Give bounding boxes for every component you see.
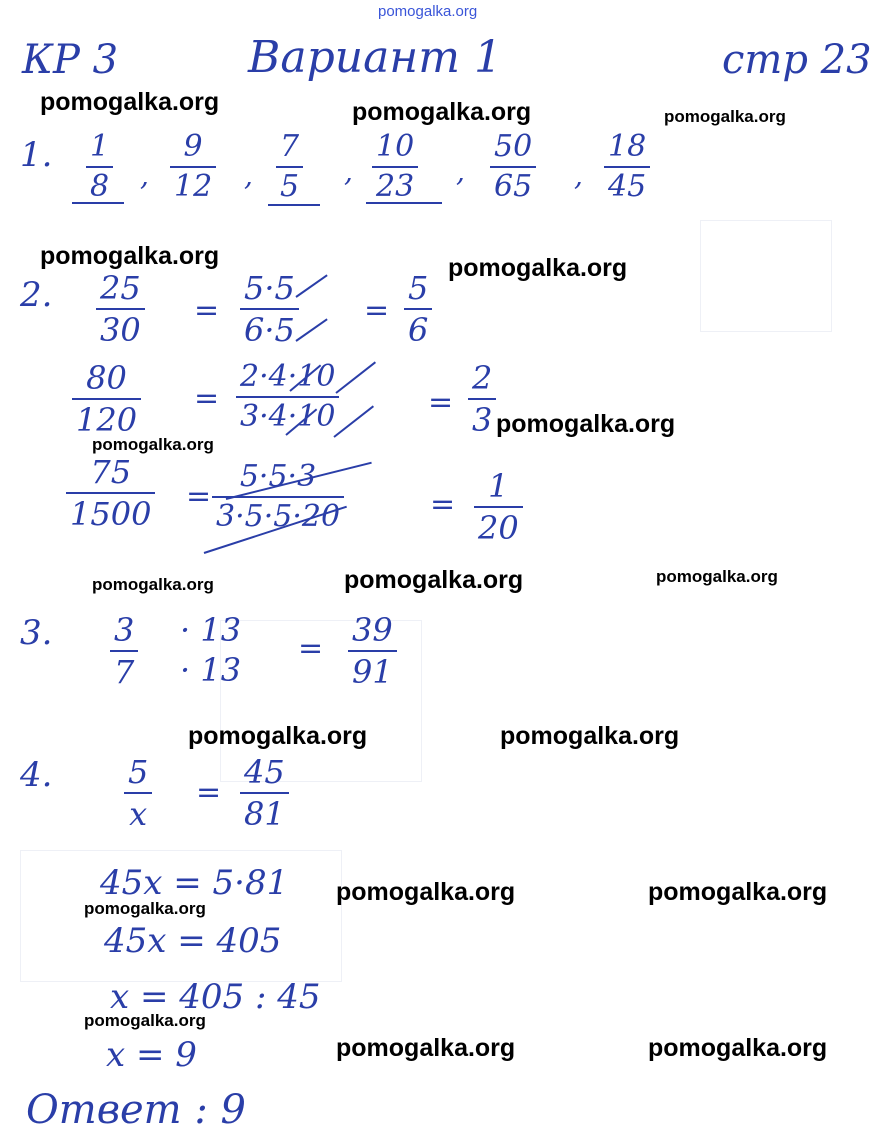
watermark: pomogalka.org (336, 878, 516, 906)
equals-sign: = (186, 479, 212, 514)
fraction-numerator: 39 (352, 611, 393, 649)
fraction-denominator: 3·4·10 (240, 399, 336, 434)
fraction-denominator: 20 (478, 509, 519, 547)
task3-fraction-1 (110, 611, 138, 691)
task2-number: 2. (20, 275, 53, 315)
watermark: pomogalka.org (648, 878, 828, 906)
fraction-numerator: 9 (183, 129, 203, 164)
fraction-bar (604, 166, 650, 168)
task1-fraction-6 (604, 129, 650, 204)
task1-fraction-5 (490, 129, 536, 204)
fraction-bar (72, 398, 141, 400)
task4-step-3: x = 405 : 45 (110, 977, 321, 1017)
equals-sign: = (194, 381, 220, 416)
task3-number: 3. (20, 613, 53, 653)
task2-row1-fraction-2 (240, 269, 299, 349)
fraction-bar (240, 792, 289, 794)
task4-number: 4. (20, 755, 53, 795)
fraction-numerator: 80 (86, 359, 127, 397)
fraction-numerator: 18 (608, 129, 647, 164)
fraction-bar (372, 166, 418, 168)
watermark: pomogalka.org (448, 254, 628, 282)
fraction-denominator: 45 (608, 169, 647, 204)
watermark: pomogalka.org (92, 575, 214, 594)
watermark: pomogalka.org (352, 98, 532, 126)
fraction-bar (474, 506, 523, 508)
fraction-bar (110, 650, 138, 652)
equals-sign: = (428, 385, 454, 420)
task2-row1-fraction-1 (96, 269, 145, 349)
fraction-bar (96, 308, 145, 310)
fraction-numerator: 7 (280, 129, 300, 164)
task2-row3-fraction-3 (474, 467, 523, 547)
fraction-bar (236, 396, 339, 398)
fraction-numerator: 75 (90, 453, 132, 491)
fraction-numerator: 2 (472, 359, 493, 397)
watermark-top: pomogalka.org (378, 3, 478, 20)
watermark: pomogalka.org (92, 435, 214, 454)
fraction-denominator: 6 (408, 311, 429, 349)
fraction-denominator: 30 (100, 311, 141, 349)
watermark: pomogalka.org (336, 1034, 516, 1062)
watermark: pomogalka.org (40, 242, 220, 270)
fraction-numerator: 3 (114, 611, 135, 649)
separator: , (456, 155, 465, 188)
separator: , (574, 159, 583, 192)
fraction-bar (276, 166, 303, 168)
strike-mark (335, 361, 376, 393)
fraction-bar (240, 308, 299, 310)
fraction-denominator: 8 (90, 169, 110, 204)
fraction-denominator: 1500 (70, 495, 152, 533)
fraction-bar (170, 166, 216, 168)
underline (268, 204, 320, 206)
task4-fraction-2 (240, 753, 289, 833)
equals-sign: = (430, 487, 456, 522)
task1-fraction-2 (170, 129, 216, 204)
grid-remnant (700, 220, 832, 332)
fraction-denominator: 6·5 (244, 311, 295, 349)
task3-multiplier-numerator: · 13 (180, 611, 242, 649)
watermark: pomogalka.org (84, 899, 206, 918)
equals-sign: = (364, 293, 390, 328)
watermark: pomogalka.org (648, 1034, 828, 1062)
equals-sign: = (298, 631, 324, 666)
header-center: Вариант 1 (248, 32, 502, 83)
fraction-numerator: 50 (494, 129, 533, 164)
task2-row2-fraction-2 (236, 359, 339, 434)
task1-fraction-4 (372, 129, 418, 204)
fraction-bar (86, 166, 113, 168)
strike-mark (295, 274, 327, 297)
task4-step-2: 45x = 405 (104, 921, 282, 961)
watermark: pomogalka.org (500, 722, 680, 750)
fraction-numerator: 5·5 (244, 269, 295, 307)
fraction-numerator: 45 (244, 753, 285, 791)
fraction-denominator: 3 (472, 401, 493, 439)
equals-sign: = (196, 775, 222, 810)
underline (72, 202, 124, 204)
fraction-numerator: 2·4·10 (240, 359, 336, 394)
fraction-denominator: x (129, 795, 148, 833)
task2-row3-fraction-1 (66, 453, 155, 533)
fraction-denominator: 5 (280, 169, 300, 204)
watermark: pomogalka.org (496, 410, 676, 438)
fraction-numerator: 5·5·3 (239, 459, 317, 494)
watermark: pomogalka.org (664, 107, 786, 126)
separator: , (244, 159, 253, 192)
task4-fraction-1 (124, 753, 152, 833)
equals-sign: = (194, 293, 220, 328)
header-right: стр 23 (722, 37, 872, 83)
fraction-numerator: 1 (90, 129, 110, 164)
watermark: pomogalka.org (344, 566, 524, 594)
task3-fraction-2 (348, 611, 397, 691)
task1-fraction-1 (86, 129, 113, 204)
fraction-denominator: 65 (494, 169, 533, 204)
strike-mark (295, 318, 327, 341)
strike-mark (333, 405, 374, 437)
watermark: pomogalka.org (40, 88, 220, 116)
fraction-denominator: 81 (244, 795, 285, 833)
fraction-numerator: 10 (376, 129, 415, 164)
task2-row2-fraction-3 (468, 359, 496, 439)
fraction-bar (66, 492, 155, 494)
fraction-bar (404, 308, 432, 310)
fraction-denominator: 23 (376, 169, 415, 204)
header-left: КР 3 (22, 37, 119, 83)
fraction-bar (124, 792, 152, 794)
task2-row1-fraction-3 (404, 269, 432, 349)
task3-multiplier-denominator: · 13 (180, 651, 242, 689)
fraction-numerator: 5 (408, 269, 429, 307)
fraction-denominator: 120 (76, 401, 138, 439)
task2-row2-fraction-1 (72, 359, 141, 439)
task1-number: 1. (20, 135, 53, 175)
fraction-numerator: 5 (128, 753, 149, 791)
answer: Ответ : 9 (26, 1087, 246, 1133)
task4-step-1: 45x = 5·81 (100, 863, 289, 903)
fraction-numerator: 25 (100, 269, 141, 307)
fraction-denominator: 7 (114, 653, 135, 691)
separator: , (344, 155, 353, 188)
watermark: pomogalka.org (84, 1011, 206, 1030)
fraction-bar (490, 166, 536, 168)
watermark: pomogalka.org (656, 567, 778, 586)
task4-step-4: x = 9 (106, 1035, 197, 1075)
task1-fraction-3 (276, 129, 303, 204)
fraction-bar (348, 650, 397, 652)
fraction-bar (468, 398, 496, 400)
fraction-denominator: 91 (352, 653, 393, 691)
fraction-numerator: 1 (488, 467, 509, 505)
separator: , (140, 159, 149, 192)
fraction-denominator: 12 (174, 169, 213, 204)
fraction-denominator: 3·5·5·20 (216, 499, 341, 534)
watermark: pomogalka.org (188, 722, 368, 750)
underline (366, 202, 442, 204)
